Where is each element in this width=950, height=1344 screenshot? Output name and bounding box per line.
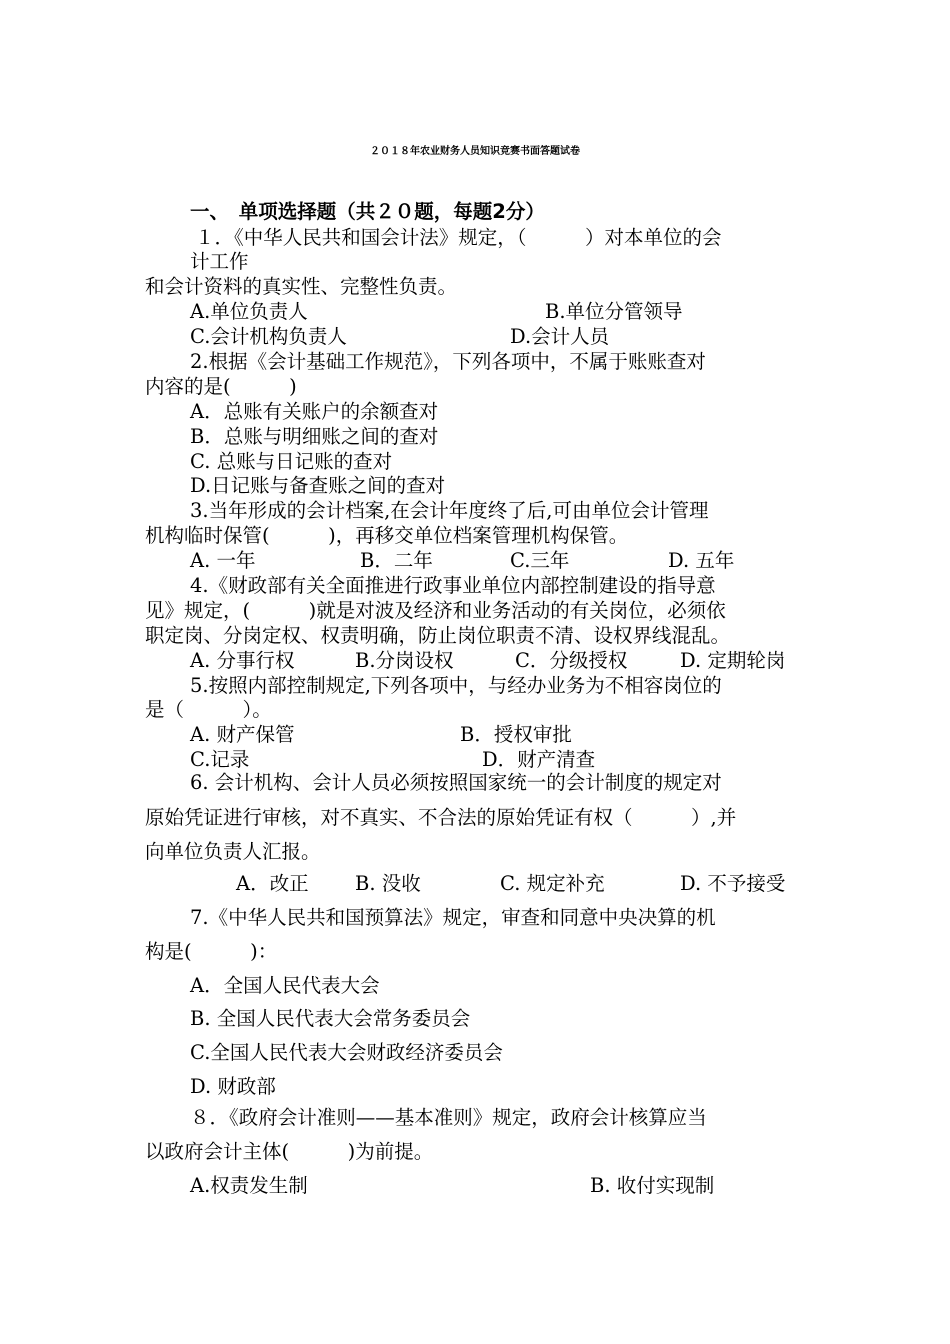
question-6-text-line2: 原始凭证进行审核，对不真实、不合法的原始凭证有权（ ）,并 <box>145 806 737 829</box>
question-6-option-c: C. 规定补充 <box>500 872 605 895</box>
question-7-option-d: D. 财政部 <box>190 1075 276 1098</box>
question-7-option-c: C.全国人民代表大会财政经济委员会 <box>190 1041 503 1064</box>
question-6-option-a: A．改正 <box>236 872 309 895</box>
question-3-option-a: A. 一年 <box>190 549 256 572</box>
question-5-option-c: C.记录 <box>190 748 250 771</box>
question-5-option-d: D．财产清查 <box>482 748 596 771</box>
question-1-text-line3: 和会计资料的真实性、完整性负责。 <box>145 275 458 298</box>
question-2-option-d: D.日记账与备查账之间的查对 <box>190 474 446 497</box>
question-7-option-a: A．全国人民代表大会 <box>190 974 380 997</box>
question-3-text-line1: 3.当年形成的会计档案,在会计年度终了后,可由单位会计管理 <box>190 499 709 522</box>
question-5-option-a: A. 财产保管 <box>190 723 295 746</box>
question-4-text-line1: 4.《财政部有关全面推进行政事业单位内部控制建设的指导意 <box>190 574 716 597</box>
question-8-option-b: B. 收付实现制 <box>590 1174 715 1197</box>
question-4-option-b: B.分岗设权 <box>355 649 454 672</box>
question-2-text-line2: 内容的是( ) <box>145 375 297 398</box>
question-7-text-line2: 构是( )： <box>145 940 278 963</box>
question-4-option-c: C．分级授权 <box>515 649 628 672</box>
question-5-text-line1: 5.按照内部控制规定,下列各项中，与经办业务为不相容岗位的 <box>190 674 722 697</box>
question-1-option-a: A.单位负责人 <box>190 300 308 323</box>
question-2-option-b: B．总账与明细账之间的查对 <box>190 425 439 448</box>
question-7-option-b: B. 全国人民代表大会常务委员会 <box>190 1007 471 1030</box>
question-4-text-line3: 职定岗、分岗定权、权责明确，防止岗位职责不清、设权界线混乱。 <box>145 624 731 647</box>
question-7-text-line1: 7.《中华人民共和国预算法》规定，审查和同意中央决算的机 <box>190 906 716 929</box>
question-3-option-c: C.三年 <box>510 549 570 572</box>
section-heading: 一、 单项选择题（共２０题，每题2分） <box>190 200 545 223</box>
question-3-text-line2: 机构临时保管( )，再移交单位档案管理机构保管。 <box>145 524 629 547</box>
question-8-text-line1: ８．《政府会计准则——基本准则》规定，政府会计核算应当 <box>190 1106 707 1129</box>
question-1-text-line1: １．《中华人民共和国会计法》规定，（ ）对本单位的会 <box>195 226 722 249</box>
question-3-option-b: B．二年 <box>360 549 433 572</box>
question-4-option-d: D. 定期轮岗 <box>680 649 786 672</box>
question-6-option-b: B. 没收 <box>355 872 421 895</box>
question-8-text-line2: 以政府会计主体( )为前提。 <box>145 1140 434 1163</box>
question-5-option-b: B．授权审批 <box>460 723 572 746</box>
question-4-text-line2: 见》规定，( )就是对波及经济和业务活动的有关岗位，必须依 <box>145 599 726 622</box>
question-5-text-line2: 是（ ）。 <box>145 698 272 721</box>
question-2-option-c: C. 总账与日记账的查对 <box>190 450 393 473</box>
page-title: ２０１８年农业财务人员知识竞赛书面答题试卷 <box>370 146 580 157</box>
question-1-option-b: B.单位分管领导 <box>545 300 683 323</box>
question-2-text-line1: 2.根据《会计基础工作规范》，下列各项中，不属于账账查对 <box>190 350 706 373</box>
question-6-option-d: D. 不予接受 <box>680 872 786 895</box>
question-3-option-d: D. 五年 <box>668 549 735 572</box>
question-2-option-a: A．总账有关账户的余额查对 <box>190 400 439 423</box>
question-6-text-line1: 6. 会计机构、会计人员必须按照国家统一的会计制度的规定对 <box>190 771 722 794</box>
question-1-text-line2: 计工作 <box>190 250 249 273</box>
question-4-option-a: A. 分事行权 <box>190 649 295 672</box>
question-6-text-line3: 向单位负责人汇报。 <box>145 840 321 863</box>
question-8-option-a: A.权责发生制 <box>190 1174 308 1197</box>
question-1-option-d: D.会计人员 <box>510 325 610 348</box>
question-1-option-c: C.会计机构负责人 <box>190 325 347 348</box>
